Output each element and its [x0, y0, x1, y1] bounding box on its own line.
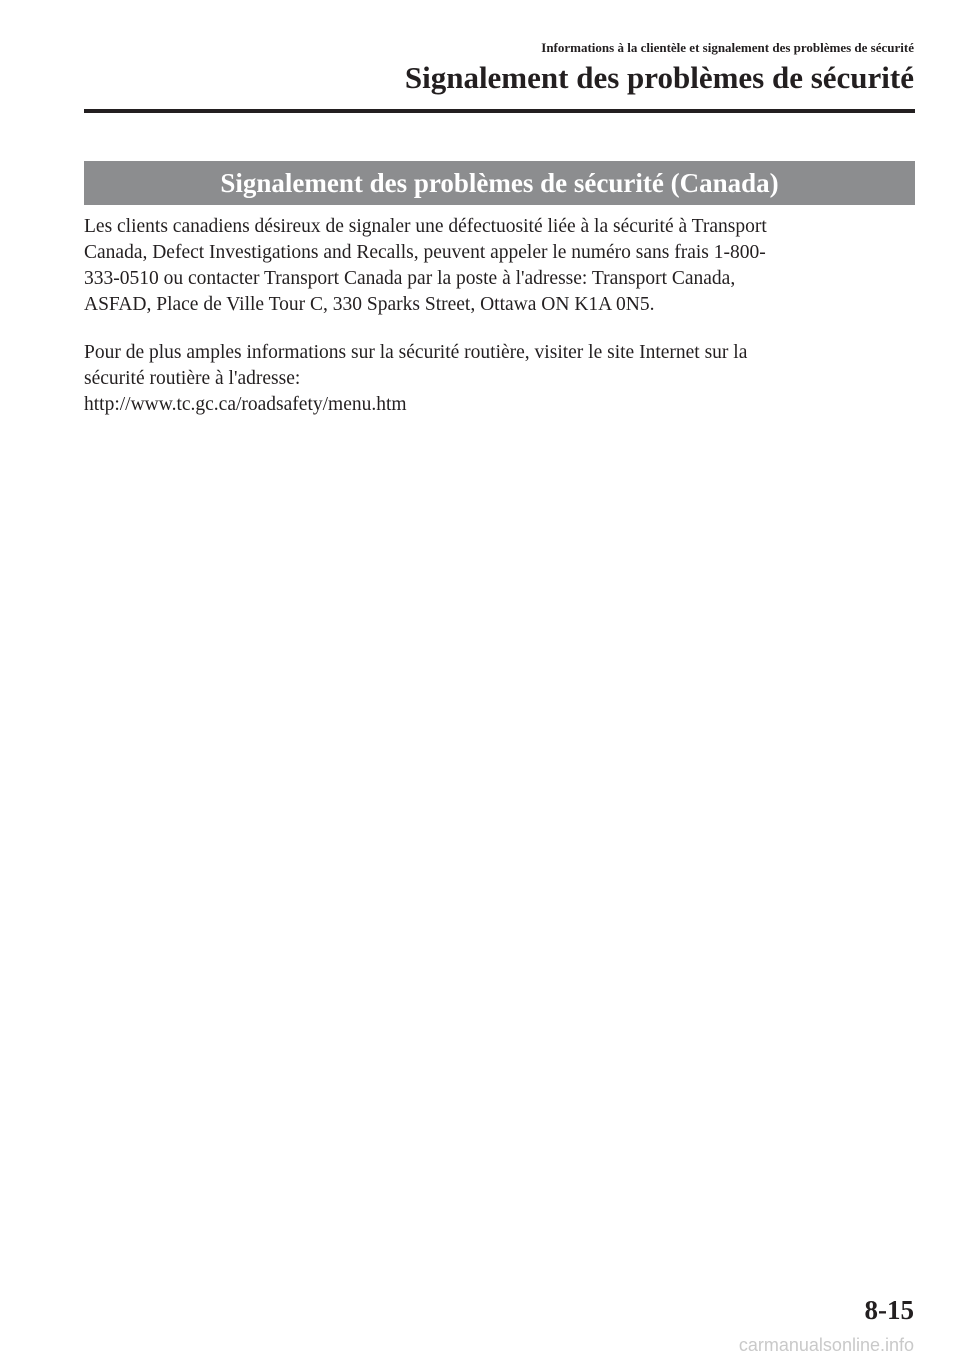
paragraph-line: 333-0510 ou contacter Transport Canada par la poste à l'adresse: Transport Canada,: [84, 268, 736, 289]
paragraph-line: sécurité routière à l'adresse:: [84, 368, 301, 389]
running-head: Informations à la clientèle et signalement des problèmes de sécurité: [541, 40, 914, 55]
roadsafety-url: http://www.tc.gc.ca/roadsafety/menu.htm: [84, 394, 407, 415]
section-title: Signalement des problèmes de sécurité (Canada): [220, 167, 779, 198]
paragraph-line: Pour de plus amples informations sur la sécurité routière, visiter le site Internet sur la: [84, 342, 748, 363]
header-divider: [84, 109, 915, 113]
paragraph-reporting: [84, 214, 915, 318]
paragraph-more-info: [84, 340, 915, 418]
chapter-title: Signalement des problèmes de sécurité: [404, 60, 914, 95]
paragraph-line: Canada, Defect Investigations and Recalls, peuvent appeler le numéro sans frais 1-800-: [84, 242, 766, 263]
watermark: carmanualsonline.info: [738, 1335, 914, 1355]
paragraph-line: ASFAD, Place de Ville Tour C, 330 Sparks Street, Ottawa ON K1A 0N5.: [84, 294, 655, 315]
page-number: 8-15: [864, 1295, 914, 1325]
section-heading-bar: [84, 161, 915, 205]
paragraph-line: Les clients canadiens désireux de signaler une défectuosité liée à la sécurité à Transport: [84, 216, 767, 237]
